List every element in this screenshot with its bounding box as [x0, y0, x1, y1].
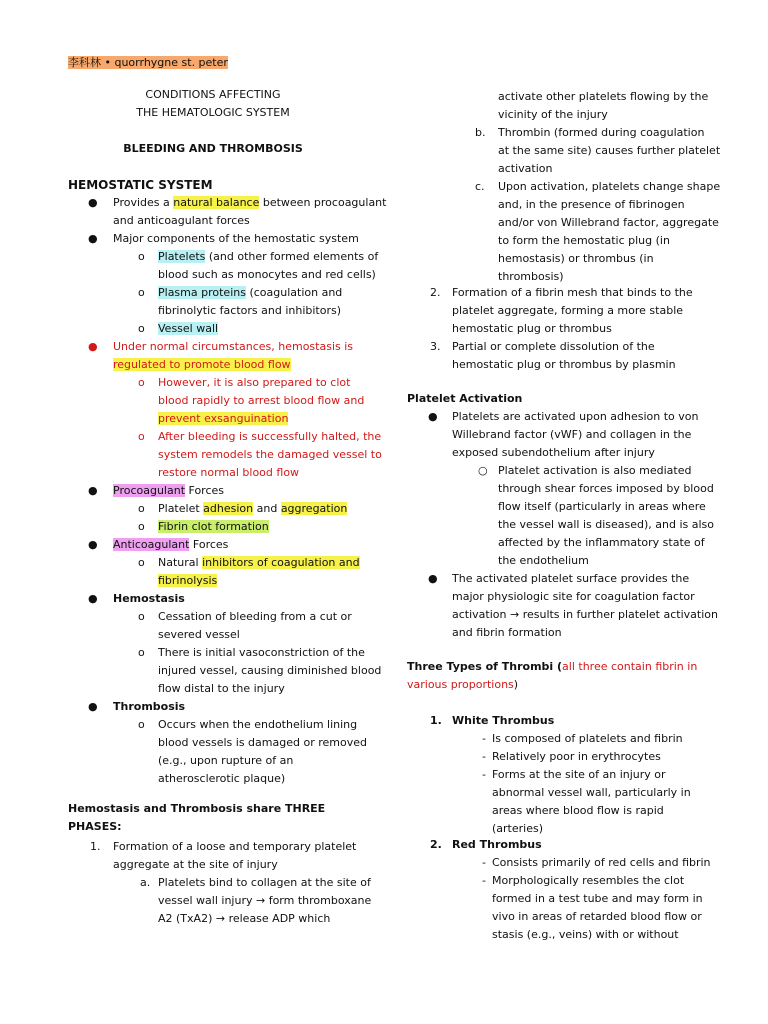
doc-subtitle: BLEEDING AND THROMBOSIS	[123, 142, 303, 155]
list-item: Major components of the hemostatic system	[113, 232, 359, 245]
list-item: Under normal circumstances, hemostasis is	[113, 340, 354, 353]
lettered-item-cont: thrombosis)	[498, 270, 564, 283]
list-item: Anticoagulant Forces	[113, 538, 229, 551]
white-thrombus-title: White Thrombus	[452, 714, 555, 727]
lettered-item: Thrombin (formed during coagulation	[498, 126, 705, 139]
sub-list-item: Occurs when the endothelium lining	[158, 718, 358, 731]
sub-list-item: Vessel wall	[158, 322, 219, 335]
sub-list-item: However, it is also prepared to clot	[158, 376, 351, 389]
sub-list-item-cont: through shear forces imposed by blood	[498, 482, 714, 495]
dash-marker: -	[482, 768, 486, 781]
bullet-icon: ●	[88, 340, 98, 353]
ring-bullet-icon: o	[138, 520, 145, 533]
dash-item: Consists primarily of red cells and fibrin	[492, 856, 711, 869]
list-item: Hemostasis	[113, 592, 185, 605]
sub-list-item-cont: restore normal blood flow	[158, 466, 300, 479]
number-marker: 1.	[430, 714, 442, 727]
ring-bullet-icon: o	[138, 376, 145, 389]
list-item: Provides a natural balance between procoagulant	[113, 196, 387, 209]
phases-heading-line2: PHASES:	[68, 820, 122, 833]
list-item: The activated platelet surface provides the	[452, 572, 690, 585]
bullet-icon: ●	[88, 232, 98, 245]
lettered-item-cont: and, in the presence of fibrinogen	[498, 198, 685, 211]
dash-item-cont: stasis (e.g., veins) with or without	[492, 928, 679, 941]
dash-item: Is composed of platelets and fibrin	[492, 732, 683, 745]
lettered-item-cont: activate other platelets flowing by the	[498, 90, 709, 103]
hemostatic-system-heading: HEMOSTATIC SYSTEM	[68, 178, 213, 192]
ring-bullet-icon: o	[138, 286, 145, 299]
numbered-item-cont: platelet aggregate, forming a more stable	[452, 304, 684, 317]
list-item-cont: exposed subendothelium after injury	[452, 446, 655, 459]
sub-list-item-cont: flow distal to the injury	[158, 682, 285, 695]
number-marker: 2.	[430, 838, 442, 851]
sub-list-item-cont: the vessel wall is diseased), and is also	[498, 518, 715, 531]
list-item: Platelets are activated upon adhesion to von	[452, 410, 699, 423]
sub-list-item-cont: fibrinolytic factors and inhibitors)	[158, 304, 341, 317]
sub-list-item: Platelet activation is also mediated	[498, 464, 692, 477]
list-item-cont: major physiologic site for coagulation factor	[452, 590, 695, 603]
list-item: Thrombosis	[113, 700, 186, 713]
number-marker: 3.	[430, 340, 441, 353]
sub-list-item-cont: severed vessel	[158, 628, 240, 641]
numbered-item-cont: hemostatic plug or thrombus	[452, 322, 612, 335]
list-item-cont: and anticoagulant forces	[113, 214, 250, 227]
numbered-item-cont: hemostatic plug or thrombus by plasmin	[452, 358, 676, 371]
doc-title-line2: THE HEMATOLOGIC SYSTEM	[136, 106, 290, 119]
platelet-activation-heading: Platelet Activation	[407, 392, 523, 405]
bullet-icon: ●	[428, 572, 438, 585]
ring-bullet-icon: o	[138, 250, 145, 263]
number-marker: 2.	[430, 286, 441, 299]
bullet-icon: ●	[428, 410, 438, 423]
numbered-item: Formation of a fibrin mesh that binds to the	[452, 286, 693, 299]
dash-marker: -	[482, 732, 486, 745]
sub-list-item: There is initial vasoconstriction of the	[158, 646, 365, 659]
list-item-cont: Willebrand factor (vWF) and collagen in the	[452, 428, 692, 441]
sub-list-item: After bleeding is successfully halted, the	[158, 430, 382, 443]
list-item-cont: regulated to promote blood flow	[113, 358, 291, 371]
number-marker: 1.	[90, 840, 101, 853]
ring-bullet-icon: o	[138, 322, 145, 335]
letter-marker: b.	[475, 126, 486, 139]
sub-list-item-cont: flow itself (particularly in areas where	[498, 500, 706, 513]
sub-list-item-cont: (e.g., upon rupture of an	[158, 754, 294, 767]
dash-item-cont: vivo in areas of retarded blood flow or	[492, 910, 702, 923]
dash-marker: -	[482, 874, 486, 887]
bullet-icon: ●	[88, 700, 98, 713]
lettered-item-cont: activation	[498, 162, 553, 175]
sub-list-item-cont: the endothelium	[498, 554, 589, 567]
ring-bullet-icon: ○	[478, 464, 488, 477]
sub-list-item-cont: system remodels the damaged vessel to	[158, 448, 382, 461]
ring-bullet-icon: o	[138, 610, 145, 623]
ring-bullet-icon: o	[138, 718, 145, 731]
sub-list-item: Natural inhibitors of coagulation and	[158, 556, 360, 569]
ring-bullet-icon: o	[138, 430, 145, 443]
ring-bullet-icon: o	[138, 646, 145, 659]
lettered-item-cont: A2 (TxA2) → release ADP which	[158, 912, 331, 925]
letter-marker: a.	[140, 876, 151, 889]
sub-list-item-cont: injured vessel, causing diminished blood	[158, 664, 382, 677]
numbered-item-cont: aggregate at the site of injury	[113, 858, 278, 871]
sub-list-item: Platelet adhesion and aggregation	[158, 502, 348, 515]
numbered-item: Formation of a loose and temporary platelet	[113, 840, 357, 853]
red-thrombus-title: Red Thrombus	[452, 838, 542, 851]
lettered-item: Upon activation, platelets change shape	[498, 180, 721, 193]
dash-item: Relatively poor in erythrocytes	[492, 750, 661, 763]
sub-list-item: Cessation of bleeding from a cut or	[158, 610, 352, 623]
sub-list-item-cont: fibrinolysis	[158, 574, 218, 587]
lettered-item-cont: at the same site) causes further platelet	[498, 144, 721, 157]
lettered-item-cont: and/or von Willebrand factor, aggregate	[498, 216, 719, 229]
sub-list-item-cont: prevent exsanguination	[158, 412, 289, 425]
sub-list-item-cont: blood such as monocytes and red cells)	[158, 268, 376, 281]
bullet-icon: ●	[88, 538, 98, 551]
ring-bullet-icon: o	[138, 502, 145, 515]
sub-list-item-cont: atherosclerotic plaque)	[158, 772, 286, 785]
dash-item-cont: formed in a test tube and may form in	[492, 892, 703, 905]
ring-bullet-icon: o	[138, 556, 145, 569]
lettered-item-cont: vicinity of the injury	[498, 108, 608, 121]
dash-item-cont: abnormal vessel wall, particularly in	[492, 786, 691, 799]
author-label: 李科林 • quorrhygne st. peter	[68, 56, 228, 69]
lettered-item-cont: to form the hemostatic plug (in	[498, 234, 670, 247]
dash-marker: -	[482, 750, 486, 763]
lettered-item-cont: hemostasis) or thrombus (in	[498, 252, 654, 265]
bullet-icon: ●	[88, 196, 98, 209]
bullet-icon: ●	[88, 592, 98, 605]
sub-list-item-cont: affected by the inflammatory state of	[498, 536, 705, 549]
sub-list-item-cont: blood vessels is damaged or removed	[158, 736, 367, 749]
sub-list-item: Fibrin clot formation	[158, 520, 269, 533]
dash-item-cont: (arteries)	[492, 822, 544, 835]
dash-item: Morphologically resembles the clot	[492, 874, 685, 887]
dash-marker: -	[482, 856, 486, 869]
lettered-item-cont: vessel wall injury → form thromboxane	[158, 894, 372, 907]
sub-list-item: Platelets (and other formed elements of	[158, 250, 379, 263]
sub-list-item: Plasma proteins (coagulation and	[158, 286, 343, 299]
thrombi-heading: Three Types of Thrombi (all three contain fibrin in	[407, 660, 698, 673]
list-item-cont: activation → results in further platelet activation	[452, 608, 718, 621]
sub-list-item-cont: blood rapidly to arrest blood flow and	[158, 394, 365, 407]
dash-item: Forms at the site of an injury or	[492, 768, 666, 781]
dash-item-cont: areas where blood flow is rapid	[492, 804, 664, 817]
bullet-icon: ●	[88, 484, 98, 497]
letter-marker: c.	[475, 180, 485, 193]
doc-title-line1: CONDITIONS AFFECTING	[145, 88, 281, 101]
list-item: Procoagulant Forces	[113, 484, 225, 497]
phases-heading-line1: Hemostasis and Thrombosis share THREE	[68, 802, 326, 815]
thrombi-heading-cont: various proportions)	[407, 678, 519, 691]
numbered-item: Partial or complete dissolution of the	[452, 340, 655, 353]
lettered-item: Platelets bind to collagen at the site of	[158, 876, 371, 889]
list-item-cont: and fibrin formation	[452, 626, 562, 639]
